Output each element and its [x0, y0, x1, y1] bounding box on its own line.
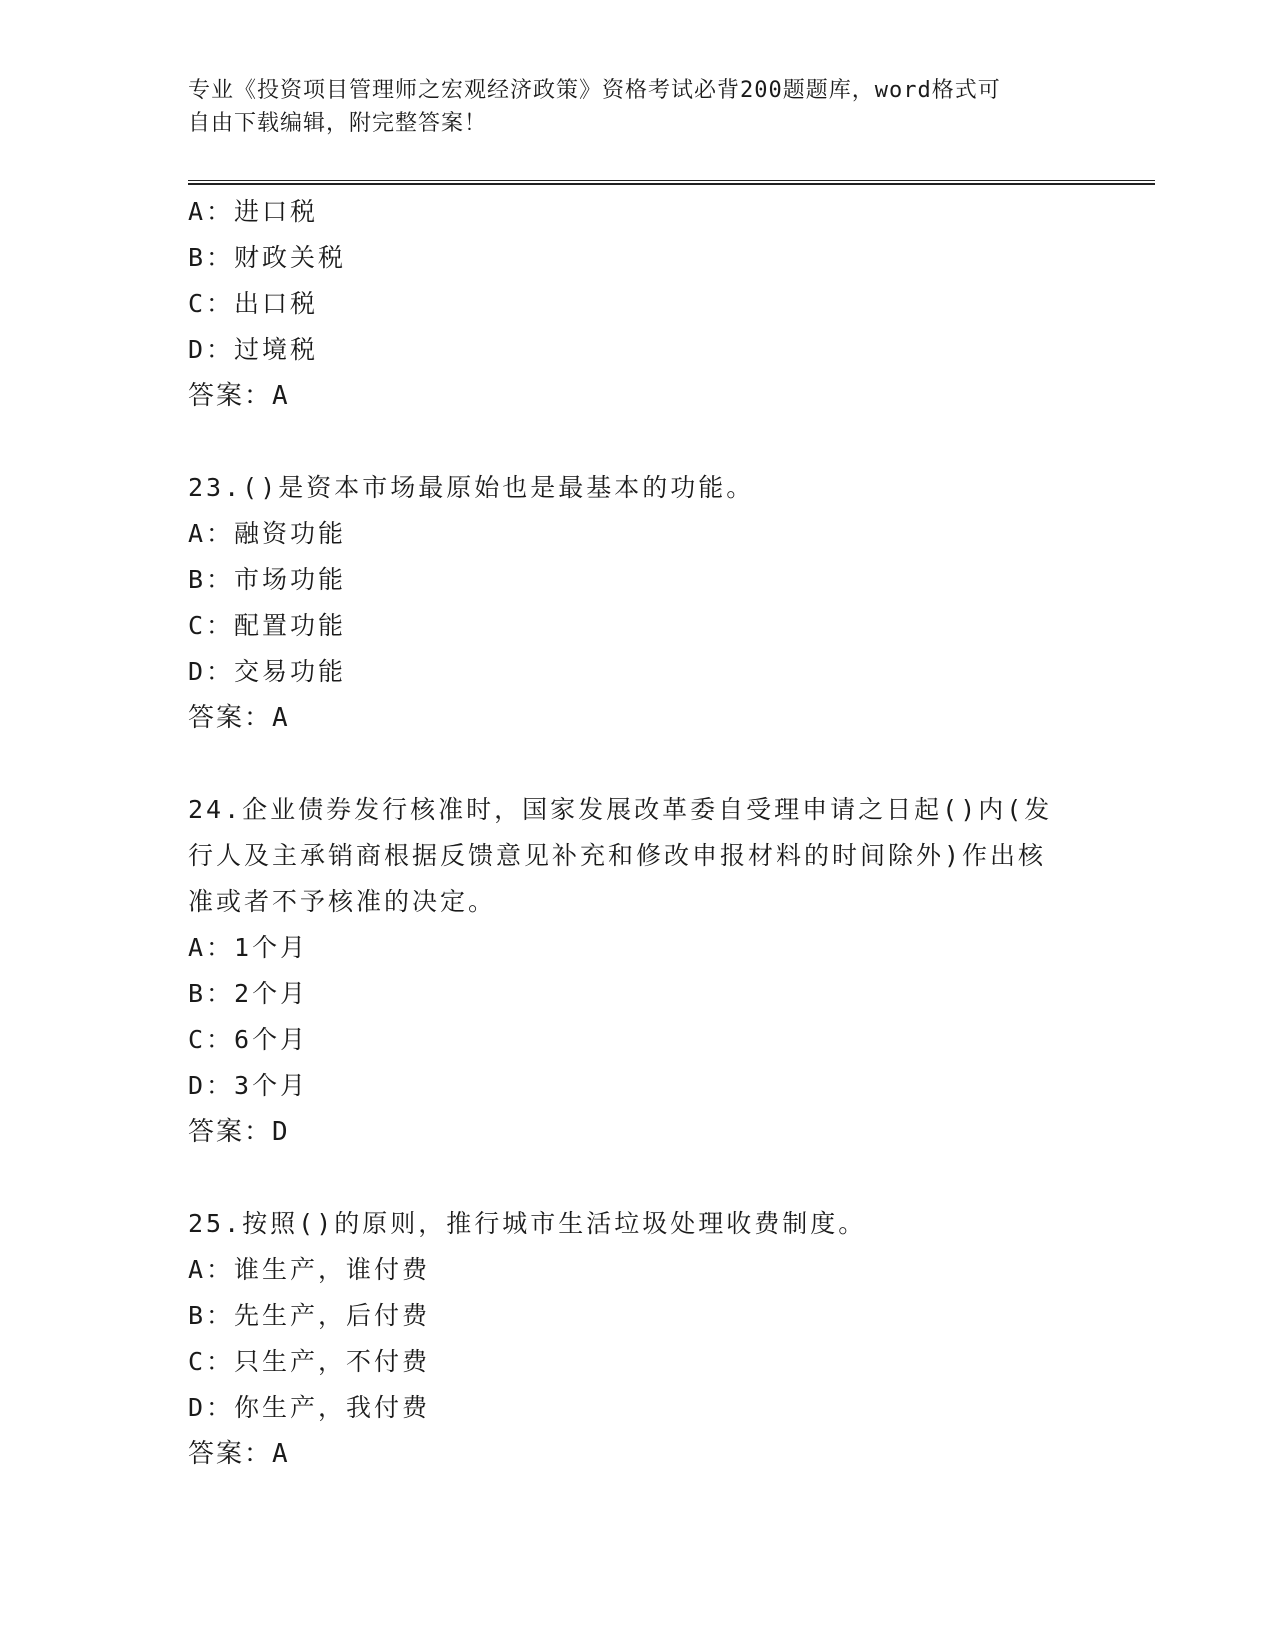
option-c: C：配置功能 [188, 611, 347, 640]
question-stem-line-1: 24.企业债券发行核准时，国家发展改革委自受理申请之日起()内(发 [188, 795, 1053, 824]
option-a: A：谁生产，谁付费 [188, 1255, 431, 1284]
answer: 答案：D [188, 1117, 290, 1147]
option-b: B：2个月 [188, 979, 309, 1008]
option-c: C：出口税 [188, 289, 319, 318]
option-b: B：财政关税 [188, 243, 347, 272]
option-b: B：市场功能 [188, 565, 347, 594]
question-stem-line-3: 准或者不予核准的决定。 [188, 887, 497, 916]
answer: 答案：A [188, 1439, 290, 1469]
question-24 [188, 787, 1088, 1155]
page-header [188, 74, 1078, 140]
option-d: D：过境税 [188, 335, 319, 364]
option-d: D：交易功能 [188, 657, 347, 686]
question-22-partial [188, 189, 1088, 419]
spacer [188, 741, 1088, 787]
header-line-2: 自由下载编辑，附完整答案！ [188, 111, 488, 136]
question-stem: 25.按照()的原则，推行城市生活垃圾处理收费制度。 [188, 1209, 867, 1238]
header-divider [188, 180, 1155, 185]
question-23 [188, 465, 1088, 741]
question-stem-line-2: 行人及主承销商根据反馈意见补充和修改申报材料的时间除外)作出核 [188, 841, 1047, 870]
option-c: C：只生产，不付费 [188, 1347, 431, 1376]
option-a: A：进口税 [188, 197, 319, 226]
spacer [188, 1155, 1088, 1201]
answer: 答案：A [188, 381, 290, 411]
option-b: B：先生产，后付费 [188, 1301, 431, 1330]
answer: 答案：A [188, 703, 290, 733]
spacer [188, 419, 1088, 465]
question-25 [188, 1201, 1088, 1477]
option-d: D：3个月 [188, 1071, 309, 1100]
header-line-1: 专业《投资项目管理师之宏观经济政策》资格考试必背200题题库，word格式可 [188, 78, 1001, 103]
option-c: C：6个月 [188, 1025, 309, 1054]
option-d: D：你生产，我付费 [188, 1393, 431, 1422]
document-body [188, 189, 1088, 1477]
question-stem: 23.()是资本市场最原始也是最基本的功能。 [188, 473, 755, 502]
option-a: A：1个月 [188, 933, 309, 962]
option-a: A：融资功能 [188, 519, 347, 548]
